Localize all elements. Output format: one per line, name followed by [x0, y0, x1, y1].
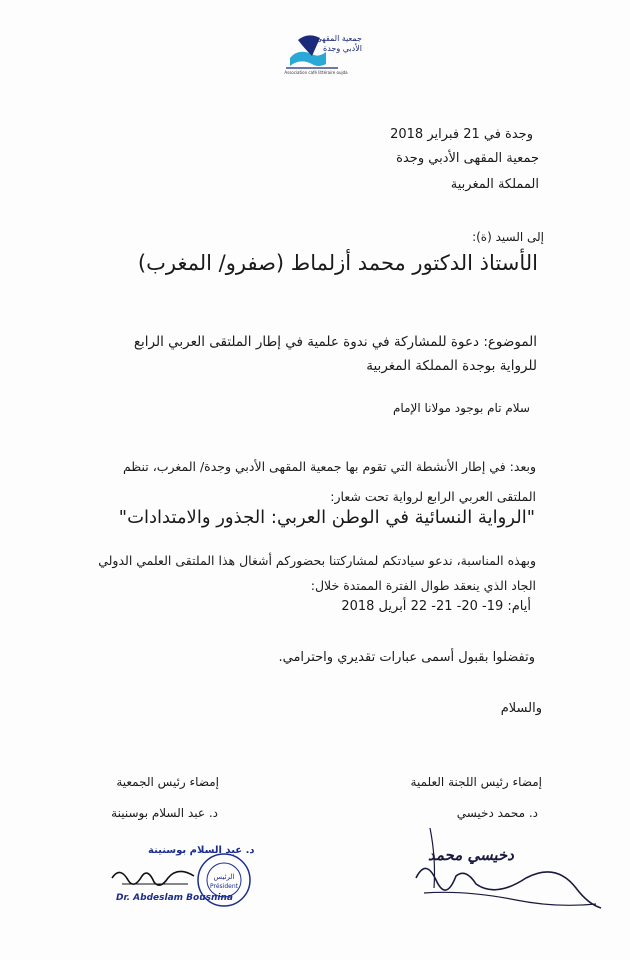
president-name: د. عبد السلام بوسنينة: [111, 806, 218, 820]
sender-country: المملكة المغربية: [450, 177, 539, 192]
logo-org-name-ar: جمعية المقهى الأدبي وجدة: [315, 34, 362, 53]
sender-organization: جمعية المقهى الأدبي وجدة: [396, 151, 539, 166]
recipient-name: الأستاذ الدكتور محمد أزلماط (صفرو/ المغرب): [137, 251, 538, 275]
stamp-name-ar: د. عبد السلام بوسنينة: [148, 845, 255, 856]
greeting-line: سلام تام بوجود مولانا الإمام: [393, 401, 530, 415]
president-signature-title: إمضاء رئيس الجمعية: [116, 775, 219, 789]
committee-chair-name: د. محمد دخيسي: [456, 806, 538, 820]
conference-dates: أيام: 19- 20- 21- 22 أبريل 2018: [341, 599, 531, 614]
committee-handwritten-name: دخيسي محمد: [428, 846, 514, 864]
closing-line: وتفضلوا بقبول أسمى عبارات تقديري واحترامي.: [278, 650, 535, 665]
seal-label-ar: الرئيس: [213, 873, 235, 881]
committee-handwritten-signature-icon: [406, 818, 606, 918]
stamp-name-fr: Dr. Abdeslam Bousnina: [116, 893, 233, 903]
conference-slogan: "الرواية النسائية في الوطن العربي: الجذور والامتدادات": [118, 507, 535, 528]
recipient-label: إلى السيد (ة):: [472, 230, 544, 244]
president-handwritten-signature-icon: [108, 856, 198, 896]
committee-signature-title: إمضاء رئيس اللجنة العلمية: [410, 775, 542, 789]
letter-subject: الموضوع: دعوة للمشاركة في ندوة علمية في إطار الملتقى العربي الرابع للرواية بوجدة المملكة المغربية: [133, 334, 537, 374]
seal-label-fr: Président: [210, 883, 238, 890]
farewell-line: والسلام: [500, 701, 542, 716]
body-paragraph-invitation: وبهذه المناسبة، ندعو سيادتكم لمشاركتنا بحضوركم أشغال هذا الملتقى العلمي الدولي الجاد الذي ينعقد طوال الفترة الممتدة خلال:: [98, 553, 536, 593]
body-paragraph-intro: وبعد: في إطار الأنشطة التي تقوم بها جمعية المقهى الأدبي وجدة/ المغرب، تنظم الملتقى العربي الرابع لرواية تحت شعار:: [122, 459, 536, 504]
letter-date: وجدة في 21 فبراير 2018: [390, 127, 533, 142]
logo-org-name-fr: Association café littéraire oujda: [284, 70, 348, 75]
